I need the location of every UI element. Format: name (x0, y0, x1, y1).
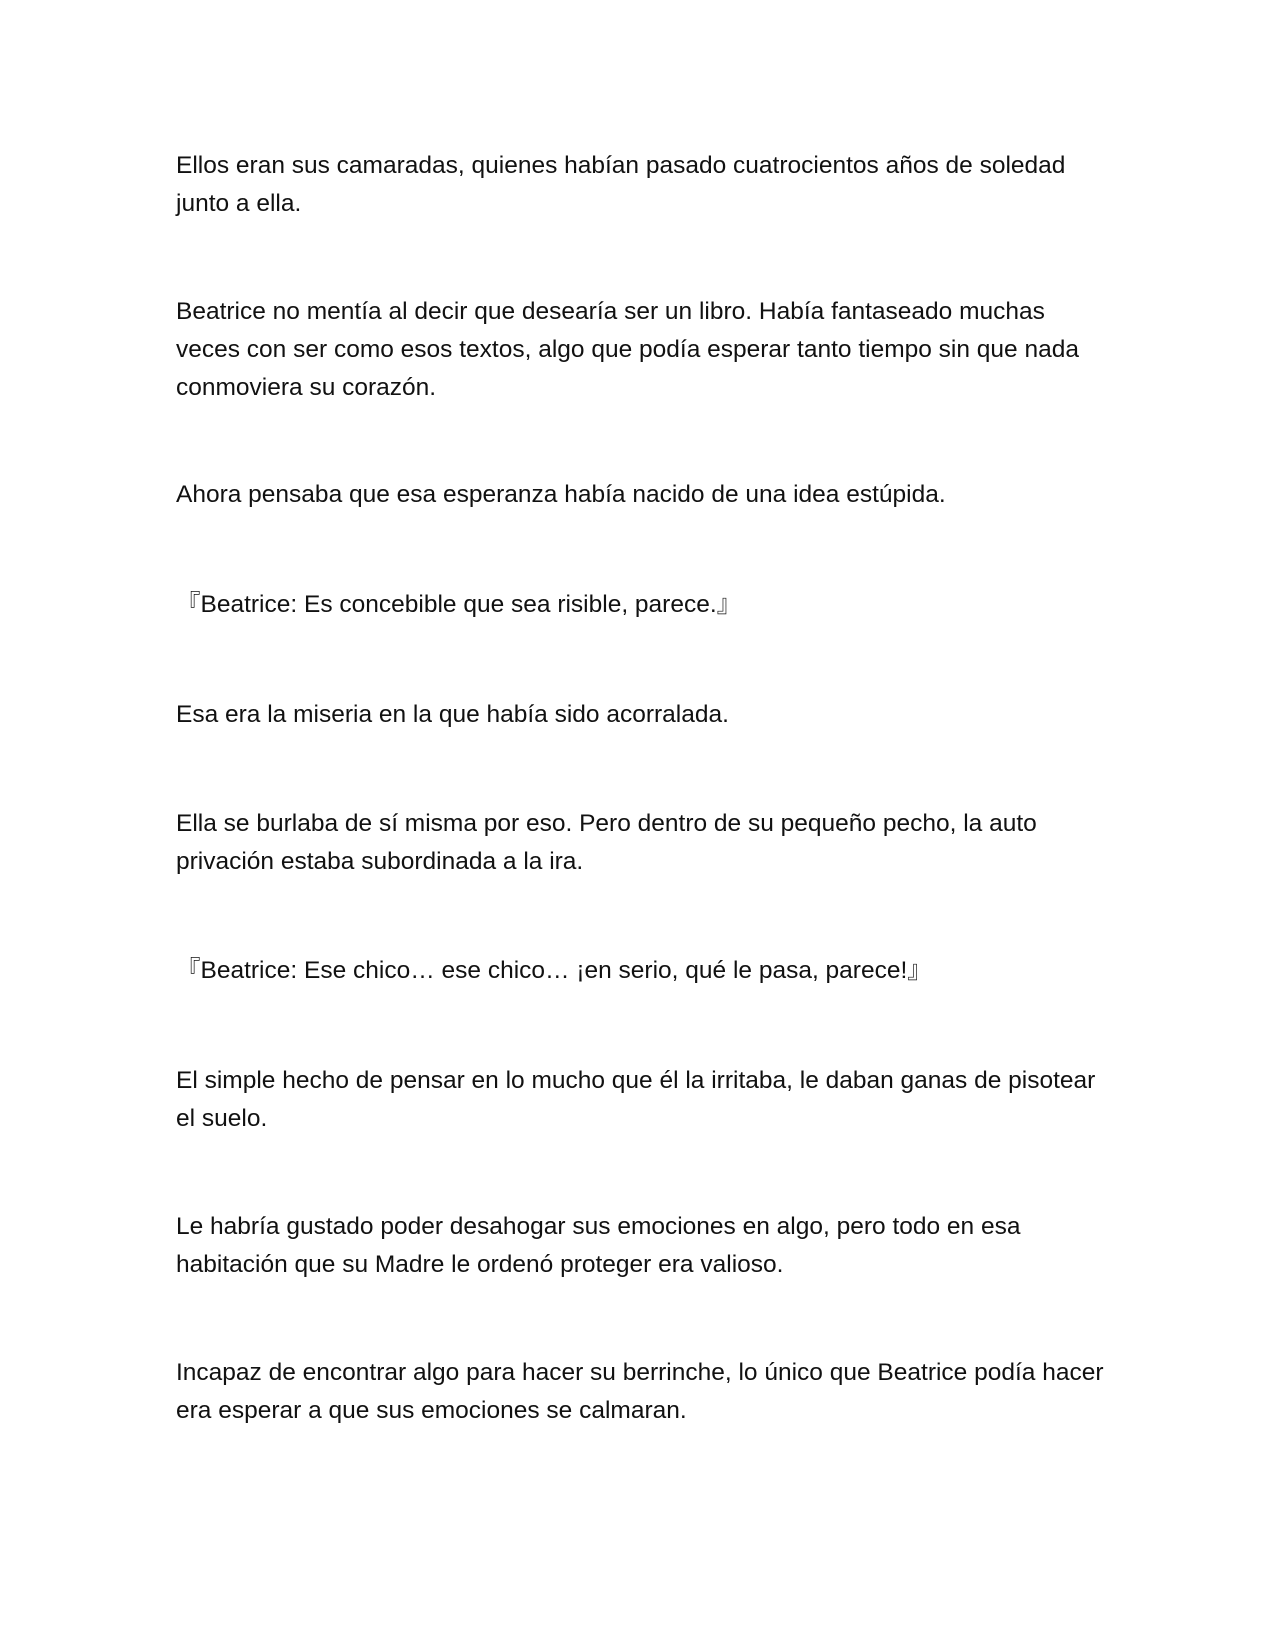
dialogue-line-1: 『Beatrice: Es concebible que sea risible, parece.』 (176, 591, 742, 618)
paragraph-2: Beatrice no mentía al decir que desearía ser un libro. Había fantaseado muchas veces con ser como esos textos, algo que podía esperar tanto tiempo sin que nada conmoviera su corazón. (176, 298, 1079, 401)
paragraph-4: Esa era la miseria en la que había sido acorralada. (176, 701, 729, 728)
paragraph-1: Ellos eran sus camaradas, quienes habían pasado cuatrocientos años de soledad junto a ella. (176, 152, 1066, 217)
paragraph-6: El simple hecho de pensar en lo mucho que él la irritaba, le daban ganas de pisotear el suelo. (176, 1067, 1096, 1132)
paragraph-7: Le habría gustado poder desahogar sus emociones en algo, pero todo en esa habitación que su Madre le ordenó proteger era valioso. (176, 1213, 1021, 1278)
paragraph-3: Ahora pensaba que esa esperanza había nacido de una idea estúpida. (176, 481, 946, 508)
paragraph-8: Incapaz de encontrar algo para hacer su berrinche, lo único que Beatrice podía hacer era esperar a que sus emociones se calmaran. (176, 1359, 1104, 1424)
dialogue-line-2: 『Beatrice: Ese chico… ese chico… ¡en serio, qué le pasa, parece!』 (176, 957, 932, 984)
paragraph-5: Ella se burlaba de sí misma por eso. Pero dentro de su pequeño pecho, la auto privación estaba subordinada a la ira. (176, 810, 1037, 875)
